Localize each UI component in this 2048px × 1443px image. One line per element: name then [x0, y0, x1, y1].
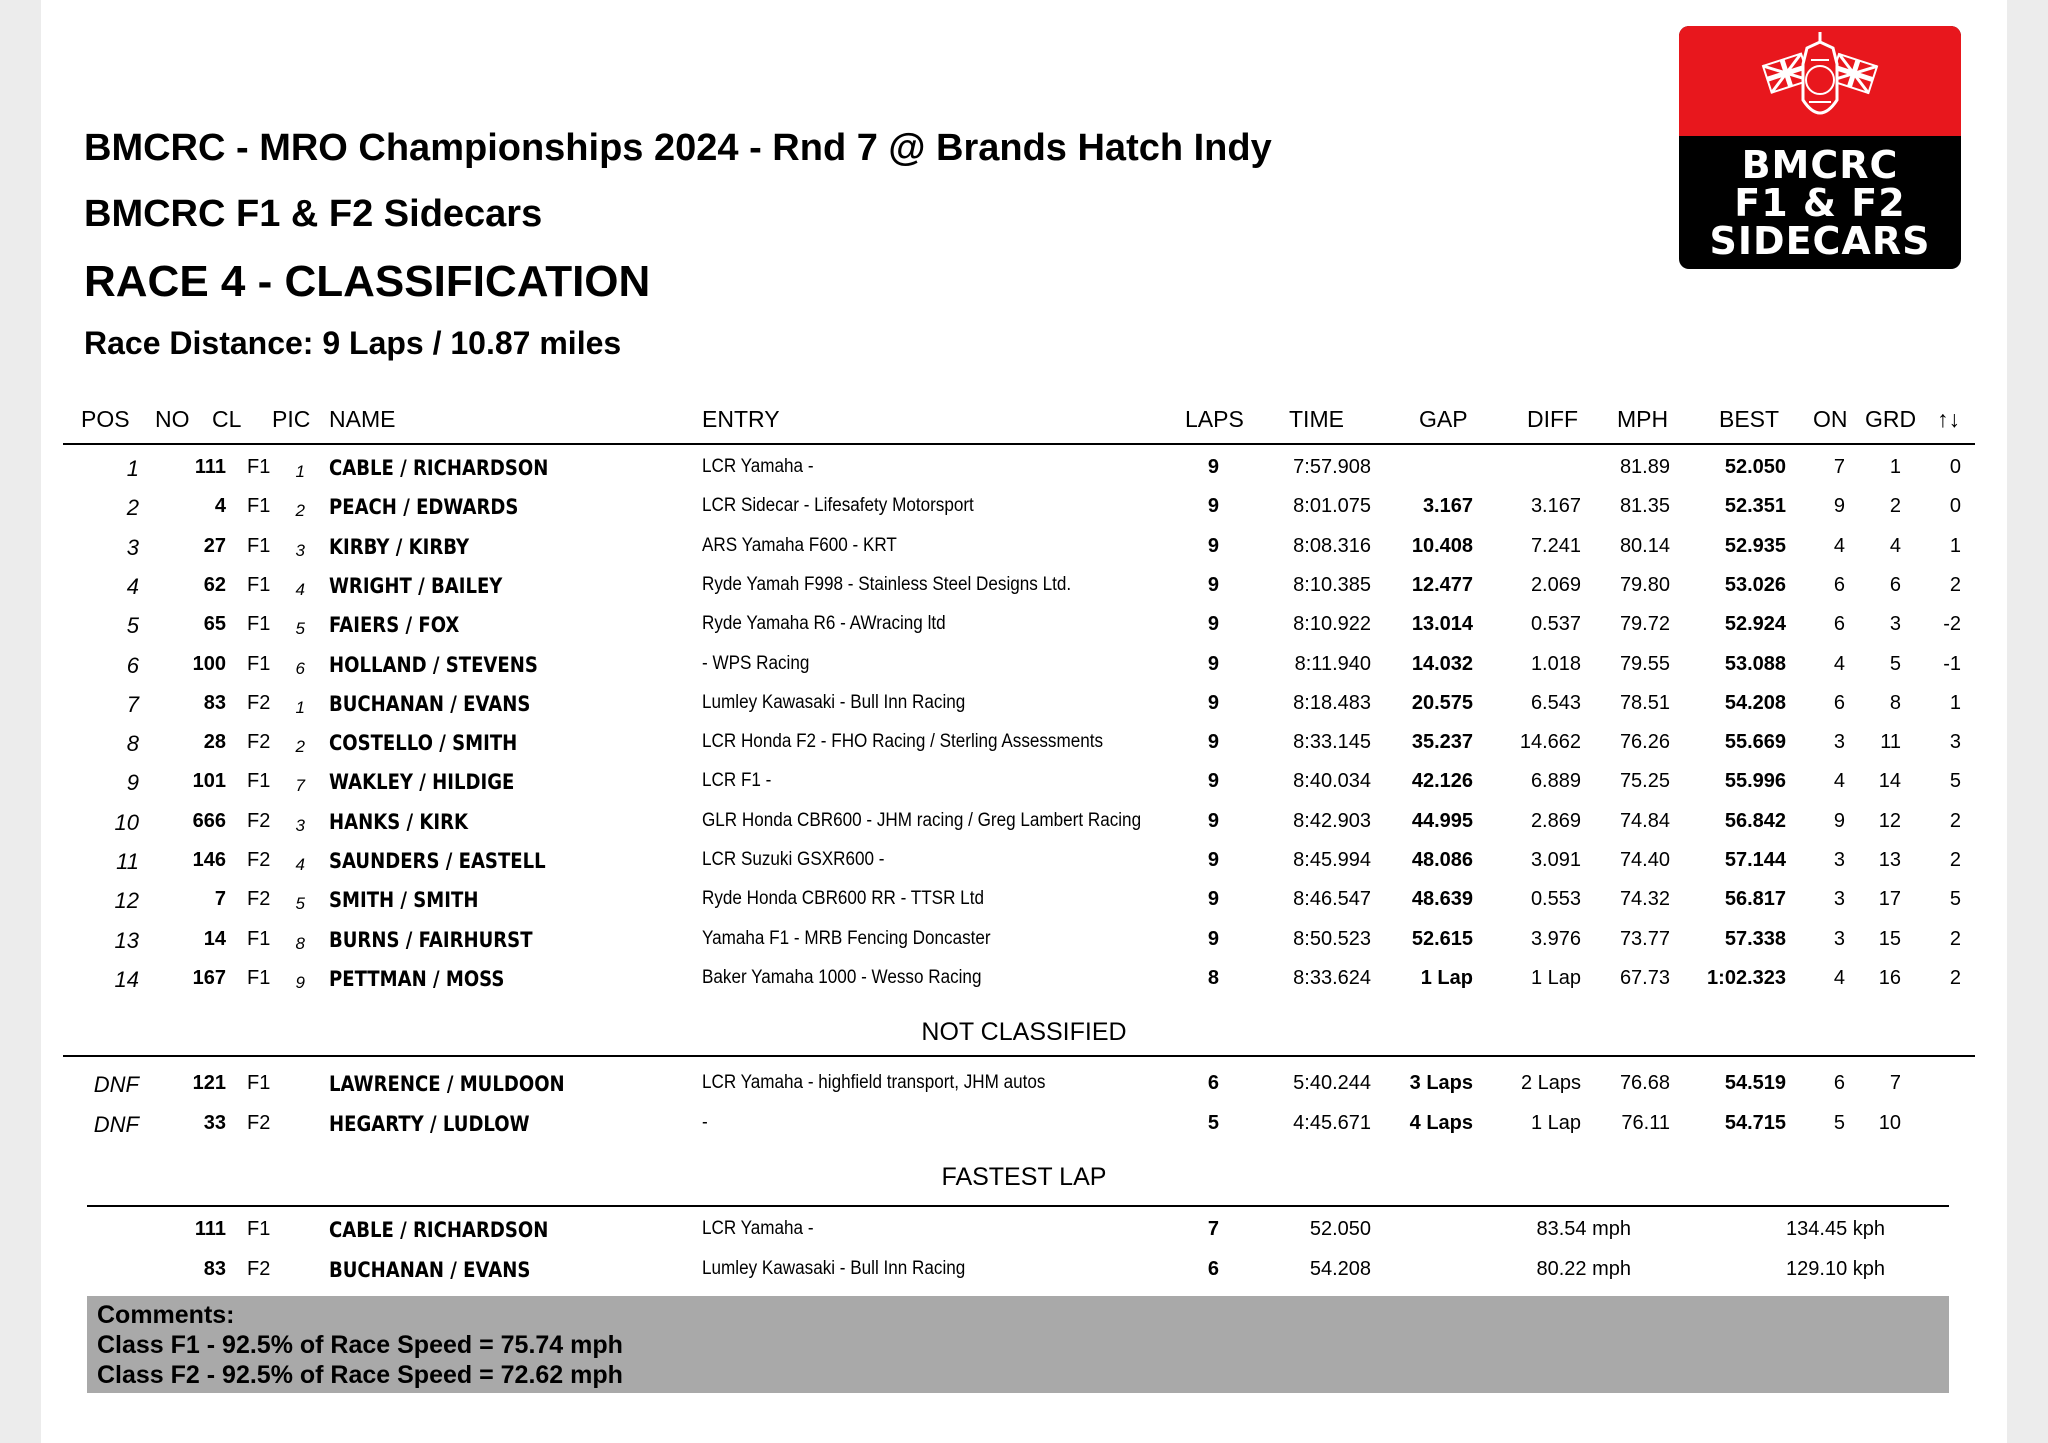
- cell-time: 4:45.671: [1293, 1111, 1371, 1134]
- cell-laps: 9: [1207, 770, 1219, 793]
- cell-best-on-lap: 6: [1833, 573, 1845, 596]
- cell-position: 13: [114, 927, 139, 953]
- cell-mph: 78.51: [1619, 691, 1670, 714]
- cell-gap: 10.408: [1411, 534, 1473, 557]
- cell-car-number: 65: [203, 613, 226, 636]
- cell-position-in-class: 4: [295, 579, 305, 599]
- cell-class: F2: [247, 809, 271, 832]
- header-entry: ENTRY: [702, 406, 780, 432]
- class-title: BMCRC F1 & F2 Sidecars: [84, 193, 543, 235]
- cell-time: 8:33.145: [1293, 731, 1371, 754]
- cell-diff: 3.976: [1530, 927, 1581, 950]
- header-grd: GRD: [1865, 406, 1917, 432]
- cell-gap: 12.477: [1411, 573, 1473, 596]
- cell-gap: 52.615: [1411, 927, 1473, 950]
- cell-laps: 8: [1207, 966, 1219, 989]
- cell-gap: 44.995: [1411, 809, 1473, 832]
- cell-entry: ARS Yamaha F600 - KRT: [702, 534, 897, 556]
- cell-class: F2: [247, 691, 271, 714]
- cell-lap-time: 52.050: [1309, 1218, 1371, 1240]
- cell-class: F2: [247, 849, 271, 871]
- cell-position-in-class: 3: [295, 540, 305, 560]
- cell-position: 2: [126, 495, 139, 521]
- cell-class: F1: [247, 770, 271, 793]
- race-title: RACE 4 - CLASSIFICATION: [84, 257, 651, 306]
- not-classified-title: NOT CLASSIFIED: [921, 1018, 1127, 1046]
- cell-position-change: 0: [1949, 456, 1961, 478]
- cell-car-number: 111: [194, 1218, 226, 1240]
- cell-mph: 79.80: [1619, 573, 1670, 596]
- cell-rider-names: BURNS / FAIRHURST: [329, 927, 533, 952]
- cell-class: F1: [247, 966, 271, 989]
- cell-mph: 76.11: [1621, 1111, 1670, 1134]
- cell-best-lap: 53.026: [1724, 573, 1786, 596]
- cell-time: 7:57.908: [1293, 456, 1371, 478]
- cell-lap-kph: 129.10 kph: [1786, 1257, 1885, 1280]
- cell-best-on-lap: 3: [1833, 888, 1845, 911]
- cell-time: 8:45.994: [1293, 849, 1371, 871]
- cell-class: F2: [247, 1111, 271, 1134]
- cell-mph: 79.55: [1619, 652, 1670, 675]
- cell-diff: 0.537: [1530, 613, 1581, 636]
- cell-entry: Lumley Kawasaki - Bull Inn Racing: [702, 1257, 966, 1279]
- header-time: TIME: [1289, 406, 1344, 432]
- cell-laps: 9: [1207, 809, 1219, 832]
- cell-position: 4: [126, 573, 139, 599]
- cell-best-on-lap: 4: [1833, 770, 1845, 793]
- not-classified-rule: [63, 1055, 1975, 1057]
- cell-best-on-lap: 4: [1833, 534, 1845, 557]
- cell-lap-kph: 134.45 kph: [1786, 1218, 1885, 1240]
- cell-time: 8:08.316: [1293, 534, 1371, 557]
- header-change: ↑↓: [1937, 406, 1960, 432]
- cell-position: 11: [116, 849, 139, 874]
- cell-time: 8:40.034: [1293, 770, 1371, 793]
- cell-best-lap: 56.817: [1724, 888, 1786, 911]
- cell-diff: 2.869: [1530, 809, 1581, 832]
- cell-laps: 9: [1207, 888, 1219, 911]
- cell-grid: 14: [1878, 770, 1901, 793]
- cell-entry: LCR Yamaha - highfield transport, JHM autos: [702, 1072, 1046, 1093]
- cell-car-number: 28: [203, 731, 226, 754]
- cell-time: 8:10.385: [1293, 573, 1371, 596]
- cell-entry: LCR Yamaha -: [702, 456, 814, 477]
- cell-time: 8:50.523: [1293, 927, 1371, 950]
- cell-best-lap: 55.996: [1724, 770, 1786, 793]
- cell-laps: 9: [1207, 691, 1219, 714]
- cell-mph: 74.84: [1619, 809, 1670, 832]
- cell-best-on-lap: 5: [1833, 1111, 1845, 1134]
- cell-rider-names: HOLLAND / STEVENS: [329, 652, 538, 677]
- cell-laps: 5: [1207, 1111, 1219, 1134]
- cell-laps: 9: [1207, 927, 1219, 950]
- fastest-lap-rule: [87, 1205, 1949, 1207]
- cell-best-on-lap: 7: [1833, 456, 1845, 478]
- cell-best-on-lap: 3: [1833, 849, 1845, 871]
- cell-position-in-class: 2: [295, 737, 305, 757]
- cell-class: F1: [247, 495, 271, 518]
- cell-best-on-lap: 9: [1833, 809, 1845, 832]
- cell-entry: Ryde Yamah F998 - Stainless Steel Designs Ltd.: [702, 573, 1072, 595]
- cell-rider-names: FAIERS / FOX: [329, 613, 460, 638]
- cell-car-number: 121: [192, 1072, 226, 1094]
- cell-car-number: 62: [203, 573, 226, 596]
- cell-best-lap: 52.351: [1724, 495, 1786, 518]
- cell-mph: 76.68: [1619, 1072, 1670, 1094]
- header-laps: LAPS: [1185, 406, 1244, 432]
- cell-car-number: 83: [203, 1257, 226, 1280]
- cell-gap: 48.639: [1411, 888, 1473, 911]
- cell-mph: 75.25: [1619, 770, 1670, 793]
- cell-laps: 9: [1207, 849, 1219, 871]
- cell-best-lap: 54.208: [1724, 691, 1786, 714]
- comment-f2: Class F2 - 92.5% of Race Speed = 72.62 mph: [97, 1361, 623, 1389]
- cell-grid: 4: [1889, 534, 1901, 557]
- cell-mph: 80.14: [1619, 534, 1670, 557]
- cell-rider-names: COSTELLO / SMITH: [329, 731, 518, 756]
- logo-text-line2: F1 & F2: [1734, 181, 1906, 225]
- cell-position-in-class: 9: [295, 972, 305, 992]
- cell-best-lap: 52.050: [1724, 456, 1786, 478]
- header-mph: MPH: [1617, 406, 1669, 432]
- cell-entry: -: [702, 1111, 708, 1133]
- cell-entry: Lumley Kawasaki - Bull Inn Racing: [702, 691, 966, 713]
- cell-car-number: 14: [203, 927, 226, 950]
- cell-best-lap: 54.715: [1724, 1111, 1786, 1134]
- cell-mph: 74.32: [1619, 888, 1670, 911]
- header-diff: DIFF: [1527, 406, 1579, 432]
- cell-rider-names: BUCHANAN / EVANS: [329, 1257, 531, 1282]
- cell-entry: LCR Suzuki GSXR600 -: [702, 849, 885, 870]
- cell-rider-names: PEACH / EDWARDS: [329, 495, 519, 520]
- cell-grid: 3: [1889, 613, 1901, 636]
- cell-rider-names: WAKLEY / HILDIGE: [329, 770, 515, 795]
- cell-diff: 3.167: [1530, 495, 1581, 518]
- cell-best-on-lap: 6: [1833, 1072, 1845, 1094]
- cell-best-on-lap: 6: [1833, 613, 1845, 636]
- cell-class: F1: [247, 534, 271, 557]
- cell-car-number: 4: [214, 495, 226, 518]
- cell-position-change: 5: [1949, 888, 1961, 911]
- cell-best-lap: 57.338: [1724, 927, 1786, 950]
- cell-position: DNF: [93, 1072, 139, 1097]
- cell-gap: 42.126: [1411, 770, 1473, 793]
- header-no: NO: [155, 406, 190, 432]
- cell-class: F1: [247, 652, 271, 675]
- cell-position: 9: [126, 770, 139, 796]
- cell-position: 1: [126, 456, 139, 481]
- cell-position-change: 1: [1949, 691, 1961, 714]
- cell-lap-number: 6: [1207, 1257, 1219, 1280]
- cell-position-change: 3: [1949, 731, 1961, 754]
- cell-car-number: 83: [203, 691, 226, 714]
- cell-lap-mph: 83.54 mph: [1536, 1218, 1631, 1240]
- cell-position: 3: [126, 534, 139, 560]
- cell-best-on-lap: 4: [1833, 966, 1845, 989]
- cell-best-on-lap: 6: [1833, 691, 1845, 714]
- cell-car-number: 33: [203, 1111, 226, 1134]
- cell-position: DNF: [93, 1111, 139, 1137]
- cell-best-lap: 1:02.323: [1707, 966, 1786, 989]
- cell-best-on-lap: 3: [1833, 927, 1845, 950]
- cell-entry: Ryde Yamaha R6 - AWracing ltd: [702, 613, 946, 635]
- cell-best-lap: 54.519: [1724, 1072, 1786, 1094]
- cell-diff: 0.553: [1530, 888, 1581, 911]
- cell-laps: 9: [1207, 613, 1219, 636]
- cell-class: F1: [247, 456, 271, 478]
- cell-position-change: 2: [1949, 573, 1961, 596]
- cell-grid: 1: [1889, 456, 1901, 478]
- cell-position: 6: [126, 652, 139, 678]
- header-name: NAME: [329, 406, 396, 432]
- cell-mph: 74.40: [1619, 849, 1670, 871]
- cell-car-number: 7: [214, 888, 226, 911]
- cell-time: 8:10.922: [1293, 613, 1371, 636]
- cell-entry: LCR F1 -: [702, 770, 772, 792]
- cell-rider-names: SMITH / SMITH: [329, 888, 479, 913]
- cell-grid: 6: [1889, 573, 1901, 596]
- cell-position-change: -2: [1943, 613, 1961, 636]
- cell-rider-names: BUCHANAN / EVANS: [329, 691, 531, 716]
- cell-entry: LCR Sidecar - Lifesafety Motorsport: [702, 495, 974, 517]
- cell-position: 12: [114, 888, 139, 914]
- header-on: ON: [1813, 406, 1848, 432]
- cell-class: F1: [247, 927, 271, 950]
- cell-grid: 2: [1889, 495, 1901, 518]
- cell-position-in-class: 8: [295, 933, 305, 953]
- cell-best-on-lap: 9: [1833, 495, 1845, 518]
- cell-class: F2: [247, 888, 271, 911]
- cell-grid: 5: [1889, 652, 1901, 675]
- cell-diff: 6.543: [1530, 691, 1581, 714]
- header-gap: GAP: [1419, 406, 1468, 432]
- header-best: BEST: [1719, 406, 1780, 432]
- cell-best-lap: 56.842: [1724, 809, 1786, 832]
- cell-rider-names: SAUNDERS / EASTELL: [329, 849, 546, 873]
- cell-best-lap: 53.088: [1724, 652, 1786, 675]
- logo-text-line3: SIDECARS: [1709, 219, 1931, 263]
- cell-laps: 6: [1207, 1072, 1219, 1094]
- cell-laps: 9: [1207, 495, 1219, 518]
- cell-position-change: 5: [1949, 770, 1961, 793]
- cell-laps: 9: [1207, 652, 1219, 675]
- cell-diff: 6.889: [1530, 770, 1581, 793]
- cell-entry: Ryde Honda CBR600 RR - TTSR Ltd: [702, 888, 984, 910]
- cell-position-change: 1: [1949, 534, 1961, 557]
- cell-car-number: 111: [194, 456, 226, 478]
- cell-position-change: -1: [1943, 652, 1961, 675]
- cell-position: 14: [114, 966, 139, 992]
- cell-best-lap: 52.924: [1724, 613, 1786, 636]
- header-rule: [63, 443, 1975, 445]
- cell-gap: 3 Laps: [1409, 1072, 1473, 1094]
- cell-entry: - WPS Racing: [702, 652, 810, 674]
- cell-lap-time: 54.208: [1309, 1257, 1371, 1280]
- cell-position: 10: [114, 809, 139, 835]
- cell-class: F1: [247, 1218, 271, 1240]
- cell-time: 8:01.075: [1293, 495, 1371, 518]
- cell-class: F1: [247, 1072, 271, 1094]
- cell-best-on-lap: 3: [1833, 731, 1845, 754]
- championship-title: BMCRC - MRO Championships 2024 - Rnd 7 @ Brands Hatch Indy: [84, 127, 1272, 169]
- cell-car-number: 666: [192, 809, 226, 832]
- cell-diff: 2.069: [1530, 573, 1581, 596]
- cell-best-on-lap: 4: [1833, 652, 1845, 675]
- cell-grid: 11: [1880, 731, 1901, 754]
- race-distance: Race Distance: 9 Laps / 10.87 miles: [84, 325, 622, 361]
- cell-grid: 8: [1889, 691, 1901, 714]
- cell-lap-mph: 80.22 mph: [1536, 1257, 1631, 1280]
- cell-position-in-class: 5: [295, 619, 305, 639]
- cell-diff: 1 Lap: [1530, 966, 1581, 989]
- cell-gap: 48.086: [1411, 849, 1473, 871]
- cell-gap: 20.575: [1411, 691, 1473, 714]
- cell-laps: 9: [1207, 731, 1219, 754]
- cell-mph: 81.89: [1619, 456, 1670, 478]
- cell-gap: 1 Lap: [1420, 966, 1473, 989]
- cell-laps: 9: [1207, 534, 1219, 557]
- cell-class: F1: [247, 573, 271, 596]
- cell-entry: Yamaha F1 - MRB Fencing Doncaster: [702, 927, 991, 949]
- cell-time: 8:46.547: [1293, 888, 1371, 911]
- cell-time: 8:33.624: [1293, 966, 1371, 989]
- cell-rider-names: WRIGHT / BAILEY: [329, 573, 503, 598]
- cell-car-number: 167: [192, 966, 226, 989]
- cell-grid: 16: [1878, 966, 1901, 989]
- cell-position-in-class: 5: [295, 894, 305, 914]
- cell-class: F1: [247, 613, 271, 636]
- cell-laps: 9: [1207, 573, 1219, 596]
- cell-mph: 76.26: [1619, 731, 1670, 754]
- cell-position-in-class: 7: [295, 776, 305, 796]
- bmcrc-logo: [1679, 26, 1961, 269]
- cell-time: 8:42.903: [1293, 809, 1371, 832]
- cell-diff: 1.018: [1530, 652, 1581, 675]
- cell-grid: 7: [1889, 1072, 1901, 1094]
- comment-f1: Class F1 - 92.5% of Race Speed = 75.74 mph: [97, 1331, 623, 1359]
- cell-grid: 17: [1878, 888, 1901, 911]
- cell-rider-names: HEGARTY / LUDLOW: [329, 1111, 530, 1136]
- cell-rider-names: LAWRENCE / MULDOON: [329, 1072, 565, 1096]
- cell-rider-names: HANKS / KIRK: [329, 809, 468, 834]
- cell-class: F2: [247, 1257, 271, 1280]
- cell-position-in-class: 1: [295, 462, 305, 481]
- cell-position-in-class: 6: [295, 658, 305, 678]
- cell-car-number: 101: [192, 770, 226, 793]
- cell-class: F2: [247, 731, 271, 754]
- cell-grid: 15: [1878, 927, 1901, 950]
- cell-position: 5: [126, 613, 139, 639]
- cell-best-lap: 57.144: [1724, 849, 1786, 871]
- cell-car-number: 146: [192, 849, 226, 871]
- header-cl: CL: [212, 406, 242, 432]
- cell-position-in-class: 4: [295, 855, 305, 874]
- cell-gap: 4 Laps: [1409, 1111, 1473, 1134]
- cell-gap: 14.032: [1411, 652, 1473, 675]
- cell-diff: 1 Lap: [1530, 1111, 1581, 1134]
- cell-diff: 7.241: [1530, 534, 1581, 557]
- cell-entry: LCR Yamaha -: [702, 1218, 814, 1239]
- cell-mph: 67.73: [1619, 966, 1670, 989]
- cell-grid: 10: [1878, 1111, 1901, 1134]
- club-crest-icon: [1745, 30, 1895, 136]
- cell-position-in-class: 3: [295, 815, 305, 835]
- cell-grid: 13: [1878, 849, 1901, 871]
- cell-rider-names: CABLE / RICHARDSON: [329, 1218, 549, 1242]
- results-sheet: [41, 0, 2007, 1443]
- cell-diff: 3.091: [1530, 849, 1581, 871]
- cell-rider-names: PETTMAN / MOSS: [329, 966, 505, 991]
- cell-position-change: 0: [1949, 495, 1961, 518]
- cell-laps: 9: [1207, 456, 1219, 478]
- cell-position-change: 2: [1949, 927, 1961, 950]
- cell-mph: 81.35: [1619, 495, 1670, 518]
- comments-box: [87, 1296, 1949, 1393]
- cell-time: 5:40.244: [1293, 1072, 1371, 1094]
- cell-rider-names: KIRBY / KIRBY: [329, 534, 470, 559]
- cell-car-number: 27: [203, 534, 226, 557]
- cell-entry: GLR Honda CBR600 - JHM racing / Greg Lambert Racing: [702, 809, 1142, 831]
- cell-entry: Baker Yamaha 1000 - Wesso Racing: [702, 966, 982, 988]
- cell-position-in-class: 1: [295, 697, 305, 717]
- cell-time: 8:11.940: [1294, 652, 1371, 675]
- cell-position-change: 2: [1949, 966, 1961, 989]
- cell-car-number: 100: [192, 652, 226, 675]
- comments-title: Comments:: [97, 1301, 235, 1329]
- cell-diff: 2 Laps: [1520, 1072, 1581, 1094]
- cell-best-lap: 52.935: [1724, 534, 1786, 557]
- header-pic: PIC: [272, 406, 311, 432]
- header-pos: POS: [81, 406, 130, 432]
- cell-position: 8: [126, 731, 139, 757]
- cell-mph: 79.72: [1619, 613, 1670, 636]
- cell-gap: 13.014: [1411, 613, 1473, 636]
- cell-position-in-class: 2: [295, 501, 305, 521]
- cell-position: 7: [126, 691, 139, 717]
- cell-position-change: 2: [1949, 849, 1961, 871]
- cell-lap-number: 7: [1207, 1218, 1219, 1240]
- cell-grid: 12: [1878, 809, 1901, 832]
- cell-mph: 73.77: [1619, 927, 1670, 950]
- cell-best-lap: 55.669: [1724, 731, 1786, 754]
- cell-entry: LCR Honda F2 - FHO Racing / Sterling Assessments: [702, 731, 1104, 753]
- cell-rider-names: CABLE / RICHARDSON: [329, 456, 549, 480]
- logo-text-line1: BMCRC: [1741, 143, 1899, 187]
- cell-diff: 14.662: [1519, 731, 1581, 754]
- cell-gap: 35.237: [1411, 731, 1473, 754]
- fastest-lap-title: FASTEST LAP: [941, 1163, 1107, 1191]
- cell-position-change: 2: [1949, 809, 1961, 832]
- cell-time: 8:18.483: [1293, 691, 1371, 714]
- cell-gap: 3.167: [1422, 495, 1473, 518]
